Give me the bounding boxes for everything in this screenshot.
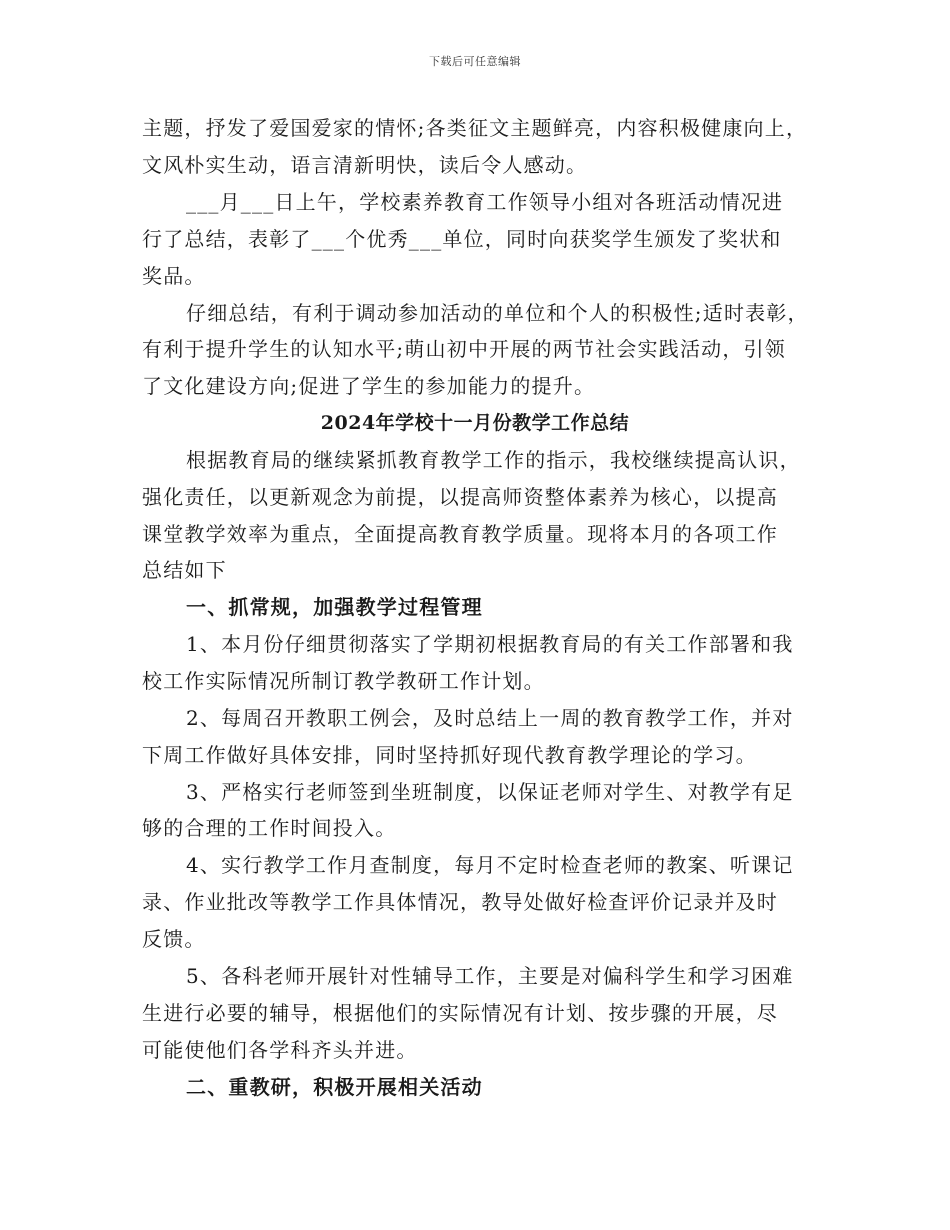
text-line: ___月___日上午，学校素养教育工作领导小组对各班活动情况进 <box>186 190 784 214</box>
text-line: 强化责任，以更新观念为前提，以提高师资整体素养为核心，以提高 <box>142 485 778 509</box>
document-title: 2024年学校十一月份教学工作总结 <box>320 412 630 434</box>
text-line: 根据教育局的继续紧抓教育教学工作的指示，我校继续提高认识， <box>186 448 801 472</box>
text-line: 行了总结，表彰了___个优秀___单位，同时向获奖学生颁发了奖状和 <box>142 227 782 251</box>
text-line: 可能使他们各学科齐头并进。 <box>142 1038 418 1062</box>
text-line: 反馈。 <box>142 927 206 951</box>
text-line: 下周工作做好具体安排，同时坚持抓好现代教育教学理论的学习。 <box>142 743 757 767</box>
text-line: 文风朴实生动，语言清新明快，读后令人感动。 <box>142 153 588 177</box>
text-line: 3、严格实行老师签到坐班制度，以保证老师对学生、对教学有足 <box>186 780 794 804</box>
text-line: 5、各科老师开展针对性辅导工作，主要是对偏科学生和学习困难 <box>186 964 794 988</box>
text-line: 仔细总结，有利于调动参加活动的单位和个人的积极性;适时表彰， <box>186 301 809 325</box>
section-heading: 一、抓常规，加强教学过程管理 <box>186 595 483 619</box>
section-heading: 二、重教研，积极开展相关活动 <box>186 1075 483 1099</box>
text-line: 生进行必要的辅导，根据他们的实际情况有计划、按步骤的开展，尽 <box>142 1001 778 1025</box>
text-line: 录、作业批改等教学工作具体情况，教导处做好检查评价记录并及时 <box>142 890 778 914</box>
text-line: 课堂教学效率为重点，全面提高教育教学质量。现将本月的各项工作 <box>142 522 778 546</box>
text-line: 有利于提升学生的认知水平;萌山初中开展的两节社会实践活动，引领 <box>142 337 786 361</box>
text-line: 校工作实际情况所制订教学教研工作计划。 <box>142 669 545 693</box>
text-line: 1、本月份仔细贯彻落实了学期初根据教育局的有关工作部署和我 <box>186 632 794 656</box>
text-line: 了文化建设方向;促进了学生的参加能力的提升。 <box>142 374 596 398</box>
page-header-note: 下载后可任意编辑 <box>429 55 521 68</box>
text-line: 4、实行教学工作月查制度，每月不定时检查老师的教案、听课记 <box>186 853 794 877</box>
text-line: 2、每周召开教职工例会，及时总结上一周的教育教学工作，并对 <box>186 706 794 730</box>
text-line: 总结如下 <box>142 558 227 582</box>
text-line: 够的合理的工作时间投入。 <box>142 816 397 840</box>
text-line: 主题，抒发了爱国爱家的情怀;各类征文主题鲜亮，内容积极健康向上， <box>142 116 808 140</box>
text-line: 奖品。 <box>142 264 206 288</box>
